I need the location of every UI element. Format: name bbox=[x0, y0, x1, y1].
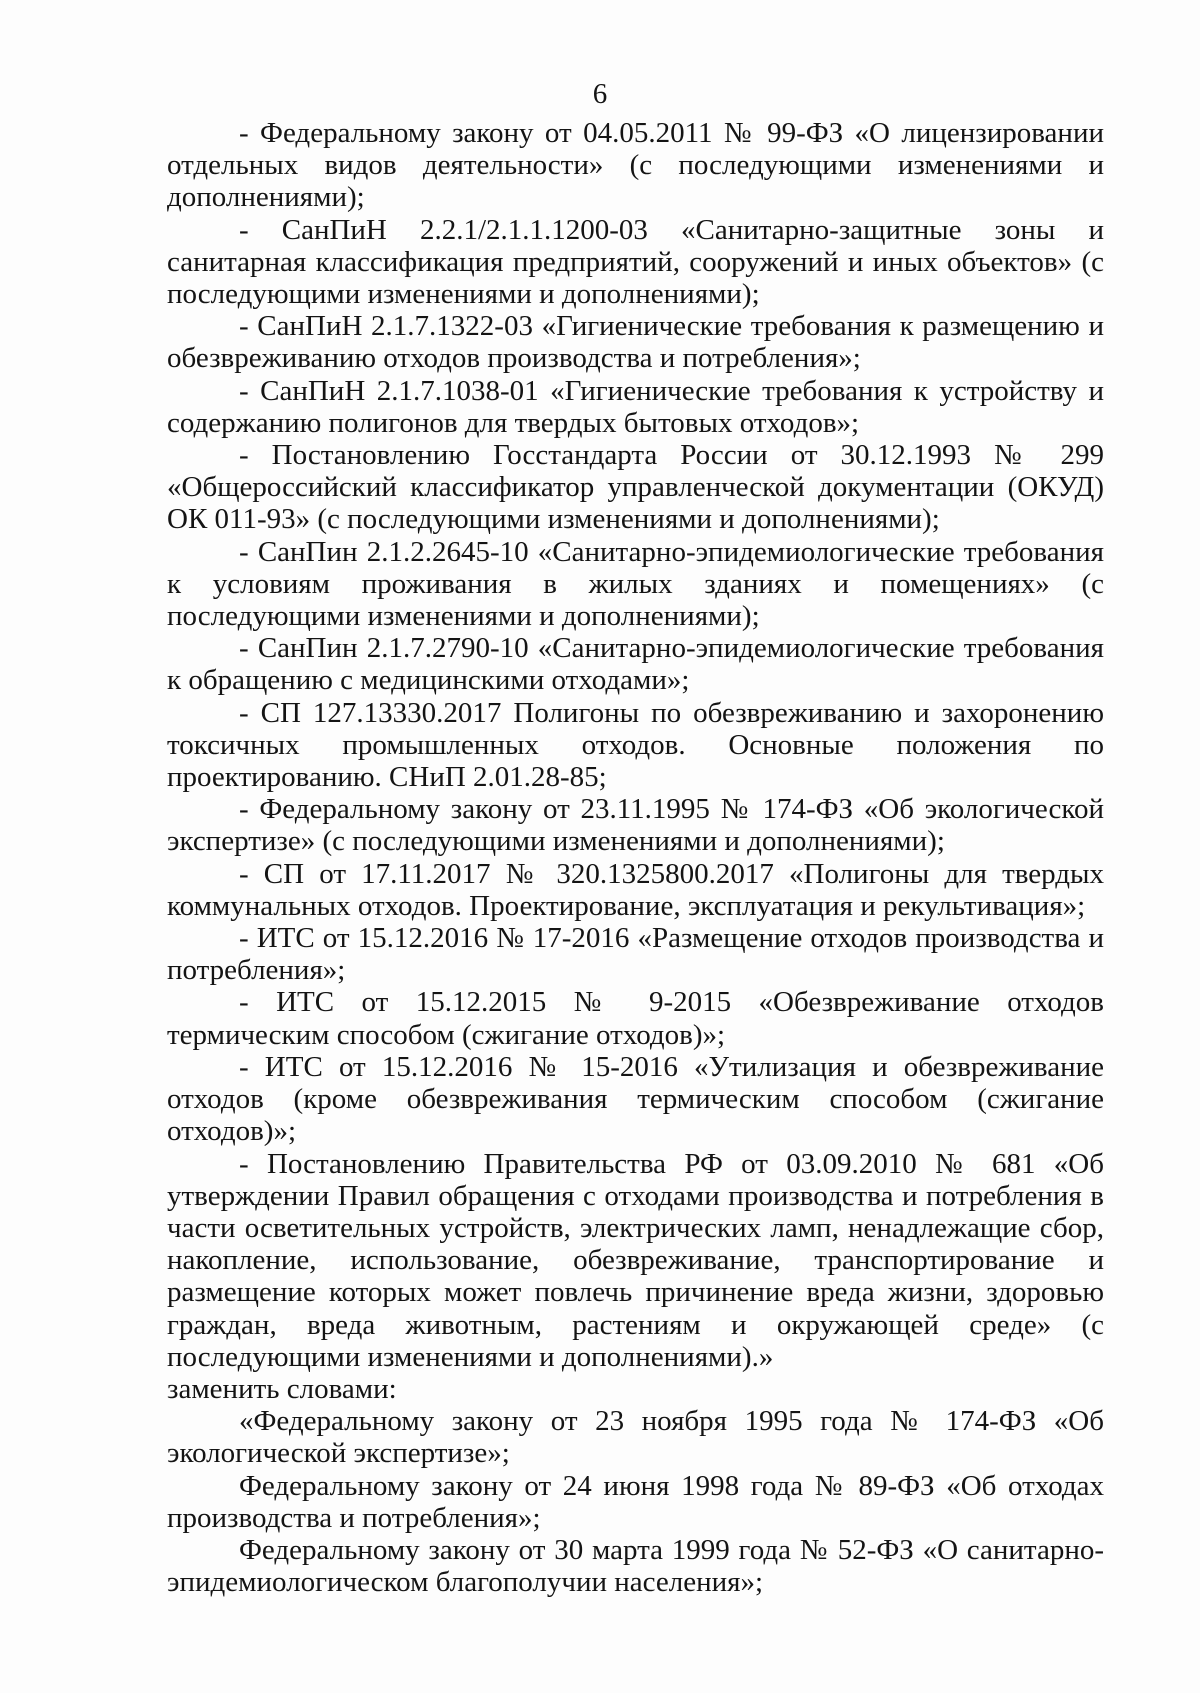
document-body bbox=[167, 117, 1104, 1598]
list-item-gosstandart-299: - Постановлению Госстандарта России от 30.12.1993 № 299 «Общероссийский классификатор управленческой документации (ОКУД) ОК 011-93» (с последующими изменениями и дополнениями); bbox=[167, 439, 1104, 536]
new-item-52-fz: Федеральному закону от 30 марта 1999 года № 52-ФЗ «О санитарно-эпидемиологическом благополучии населения»; bbox=[167, 1533, 1104, 1599]
new-item-89-fz: Федеральному закону от 24 июня 1998 года № 89-ФЗ «Об отходах производства и потребления»; bbox=[167, 1469, 1104, 1534]
list-item-sanpin-2645-10: - СанПин 2.1.2.2645-10 «Санитарно-эпидемиологические требования к условиям проживания в жилых зданиях и помещениях» (с последующими изменениями и дополнениями); bbox=[167, 535, 1104, 633]
list-item-its-9-2015: - ИТС от 15.12.2015 № 9-2015 «Обезвреживание отходов термическим способом (сжигание отходов)»; bbox=[167, 986, 1104, 1051]
list-item-resolution-681: - Постановлению Правительства РФ от 03.09.2010 № 681 «Об утверждении Правил обращения с отходами производства и потребления в части осветительных устройств, электрических ламп, ненадлежащие сбор, накопление, использование, обезвреживание, транспортирование и размещение которых может повлечь причинение вреда жизни, здоровью граждан, вреда животным, растениям и окружающей среде» (с последующими изменениями и дополнениями).» bbox=[167, 1147, 1104, 1373]
list-item-sp-127: - СП 127.13330.2017 Полигоны по обезвреживанию и захоронению токсичных промышленных отходов. Основные положения по проектированию. СНиП 2.01.28-85; bbox=[167, 696, 1104, 794]
list-item-sanpin-2790-10: - СанПин 2.1.7.2790-10 «Санитарно-эпидемиологические требования к обращению с медицинскими отходами»; bbox=[167, 632, 1104, 697]
list-item-174-fz: - Федеральному закону от 23.11.1995 № 174-ФЗ «Об экологической экспертизе» (с последующими изменениями и дополнениями); bbox=[167, 793, 1104, 858]
list-item-sp-320: - СП от 17.11.2017 № 320.1325800.2017 «Полигоны для твердых коммунальных отходов. Проектирование, эксплуатация и рекультивация»; bbox=[167, 857, 1104, 922]
list-item-sanpin-1200-03: - СанПиН 2.2.1/2.1.1.1200-03 «Санитарно-защитные зоны и санитарная классификация предприятий, сооружений и иных объектов» (с последующими изменениями и дополнениями); bbox=[167, 213, 1104, 311]
list-item-its-15-2016: - ИТС от 15.12.2016 № 15-2016 «Утилизация и обезвреживание отходов (кроме обезвреживания термическим способом (сжигание отходов)»; bbox=[167, 1050, 1104, 1148]
list-item-99-fz: - Федеральному закону от 04.05.2011 № 99-ФЗ «О лицензировании отдельных видов деятельности» (с последующими изменениями и дополнениями); bbox=[167, 117, 1104, 214]
new-item-174-fz: «Федеральному закону от 23 ноября 1995 года № 174-ФЗ «Об экологической экспертизе»; bbox=[167, 1405, 1104, 1470]
page-number: 6 bbox=[592, 78, 608, 110]
list-item-sanpin-1038-01: - СанПиН 2.1.7.1038-01 «Гигиенические требования к устройству и содержанию полигонов для твердых бытовых отходов»; bbox=[167, 374, 1104, 439]
list-item-its-17-2016: - ИТС от 15.12.2016 № 17-2016 «Размещение отходов производства и потребления»; bbox=[167, 922, 1104, 987]
list-item-sanpin-1322-03: - СанПиН 2.1.7.1322-03 «Гигиенические требования к размещению и обезвреживанию отходов производства и потребления»; bbox=[167, 310, 1104, 375]
replace-label: заменить словами: bbox=[167, 1372, 397, 1405]
